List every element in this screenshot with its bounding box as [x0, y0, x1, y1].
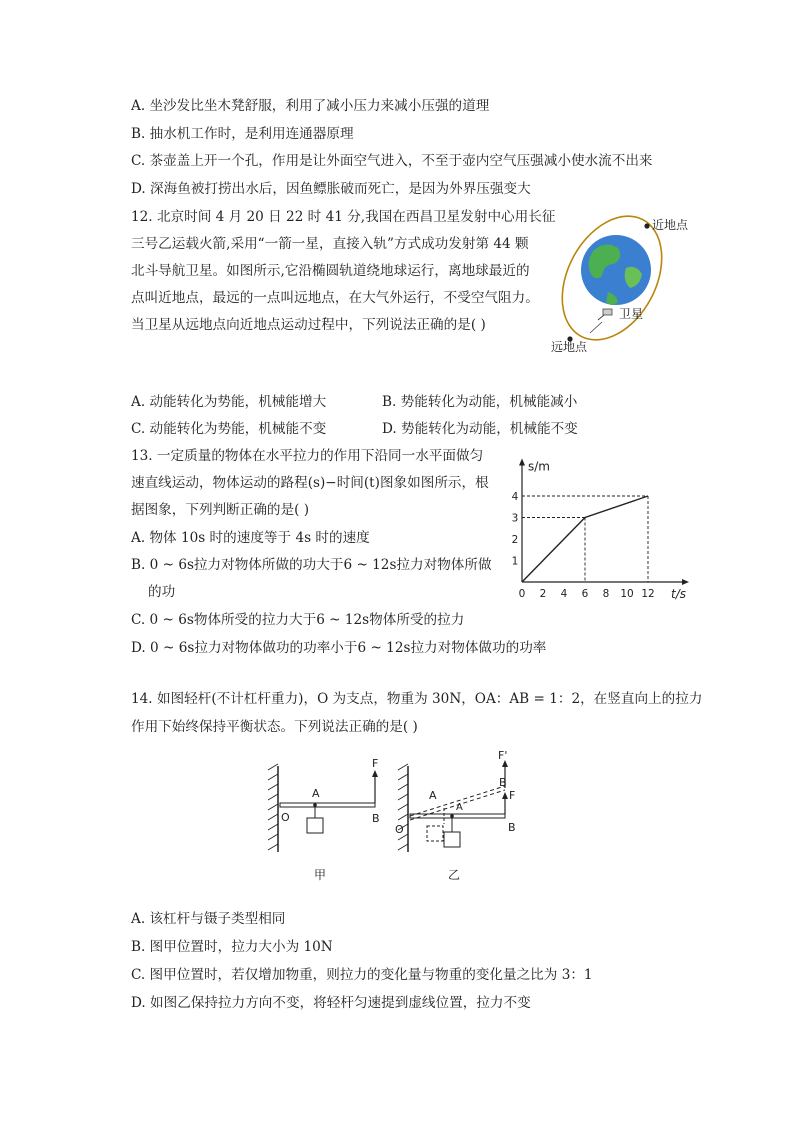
q14-option-d: D. 如图乙保持拉力方向不变，将轻杆匀速提到虚线位置，拉力不变: [131, 995, 531, 1011]
svg-text:O: O: [281, 811, 290, 824]
satellite-icon: [598, 309, 612, 320]
orbit-figure: [550, 208, 710, 358]
q12-stem-line: 北斗导航卫星。如图所示,它沿椭圆轨道绕地球运行，离地球最近的: [131, 263, 530, 279]
y-tick-label: 1: [511, 555, 519, 568]
svg-text:F': F': [498, 749, 508, 762]
caption-left: 甲: [314, 868, 327, 882]
x-axis-arrow: [682, 579, 689, 585]
q12-stem-line: 点叫近地点，最远的一点叫远地点，在大气外运行，不受空气阻力。: [131, 290, 539, 306]
q11-option-a: A. 坐沙发比坐木凳舒服，利用了减小压力来减小压强的道理: [131, 98, 490, 114]
x-tick-label: 4: [560, 588, 568, 600]
q14-option-a: A. 该杠杆与镊子类型相同: [131, 911, 286, 927]
svg-text:F: F: [372, 757, 379, 770]
near-point-dot: [644, 223, 649, 228]
q13-stem-line: 据图象，下列判断正确的是( ): [131, 502, 310, 518]
q13-option-c: C. 0 ~ 6s物体所受的拉力大于6 ~ 12s物体所受的拉力: [131, 612, 465, 628]
y-axis-arrow: [519, 459, 525, 466]
q12-option-c: C. 动能转化为势能，机械能不变: [131, 421, 327, 437]
q13-stem-line: 13. 一定质量的物体在水平拉力的作用下沿同一水平面做匀: [131, 448, 484, 464]
y-tick-label: 3: [511, 512, 519, 525]
st-chart: [500, 452, 700, 604]
y-tick-label: 4: [511, 491, 519, 503]
lever-figure: [262, 748, 532, 888]
x-axis-label: t/s: [671, 587, 686, 601]
q12-stem-line: 12. 北京时间 4 月 20 日 22 时 41 分,我国在西昌卫星发射中心用长征: [131, 209, 556, 225]
x-tick-label: 10: [620, 588, 634, 600]
y-tick-label: 2: [511, 534, 519, 546]
far-point-label: 远地点: [551, 340, 588, 354]
x-tick-label: 6: [581, 588, 589, 600]
svg-text:O: O: [395, 823, 404, 836]
svg-text:A: A: [456, 802, 463, 813]
q11-option-c: C. 茶壶盖上开一个孔，作用是让外面空气进入，不至于壶内空气压强减小使水流不出来: [131, 153, 653, 169]
svg-text:A: A: [429, 789, 437, 802]
q11-option-d: D. 深海鱼被打捞出水后，因鱼鳔胀破而死亡，是因为外界压强变大: [131, 181, 531, 197]
near-point-label: 近地点: [652, 218, 689, 232]
q13-stem-line: 速直线运动，物体运动的路程(s)−时间(t)图象如图所示，根: [131, 475, 489, 491]
x-tick-label: 2: [539, 588, 547, 600]
q13-option-b-cont: 的功: [148, 584, 176, 600]
q13-option-a: A. 物体 10s 时的速度等于 4s 时的速度: [131, 530, 370, 546]
q12-stem-line: 当卫星从远地点向近地点运动过程中，下列说法正确的是( ): [131, 317, 486, 333]
q14-stem-line: 作用下始终保持平衡状态。下列说法正确的是( ): [131, 719, 418, 735]
q14-option-b: B. 图甲位置时，拉力大小为 10N: [131, 939, 333, 955]
q14-stem-line: 14. 如图轻杆(不计杠杆重力)，O 为支点，物重为 30N，OA：AB = 1：2，在竖直向上的拉力: [131, 691, 703, 707]
caption-right: 乙: [448, 868, 461, 882]
x-tick-label: 8: [602, 588, 610, 600]
q11-option-b: B. 抽水机工作时，是利用连通器原理: [131, 126, 354, 142]
x-tick-label: 12: [641, 588, 655, 600]
svg-text:B: B: [508, 821, 516, 834]
lever-diagram-left: [268, 757, 380, 882]
q14-option-c: C. 图甲位置时，若仅增加物重，则拉力的变化量与物重的变化量之比为 3：1: [131, 967, 593, 983]
y-axis-label: s/m: [528, 459, 550, 474]
x-tick-label: 0: [518, 588, 526, 600]
q12-stem-line: 三号乙运载火箭,采用“一箭一星，直接入轨”方式成功发射第 44 颗: [131, 236, 529, 252]
q12-option-b: B. 势能转化为动能，机械能减小: [382, 394, 578, 410]
svg-text:F: F: [509, 789, 516, 802]
q13-option-b: B. 0 ~ 6s拉力对物体所做的功大于6 ~ 12s拉力对物体所做: [131, 557, 492, 573]
satellite-label: 卫星: [619, 307, 644, 321]
q12-option-a: A. 动能转化为势能，机械能增大: [131, 394, 327, 410]
lever-diagram-right: [395, 749, 516, 882]
svg-text:B: B: [372, 812, 380, 825]
svg-text:B: B: [499, 776, 507, 789]
q12-option-d: D. 势能转化为动能，机械能不变: [382, 421, 578, 437]
q13-option-d: D. 0 ~ 6s拉力对物体做功的功率小于6 ~ 12s拉力对物体做功的功率: [131, 640, 547, 656]
svg-text:A: A: [312, 787, 320, 800]
